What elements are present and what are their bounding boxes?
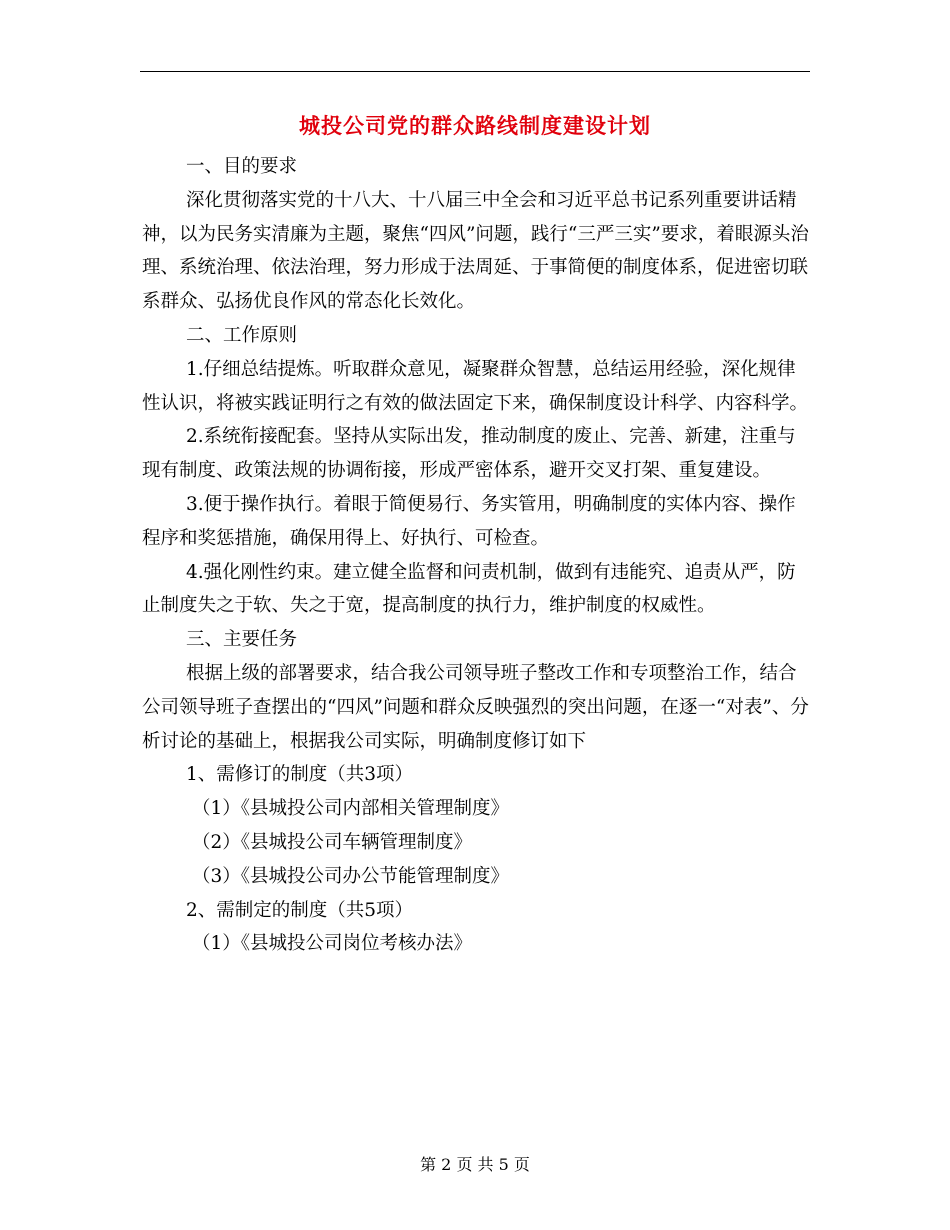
- subsection-revise-label: 1、需修订的制度（共3项）: [186, 764, 414, 786]
- list-item: （1）《县城投公司内部相关管理制度》: [192, 798, 510, 820]
- section-heading-goals: 一、目的要求: [186, 156, 298, 177]
- paragraph-goals: 深化贯彻落实党的十八大、十八届三中全会和习近平总书记系列重要讲话精神，以为民务实清廉为主题，聚焦“四风”问题，践行“三严三实”要求，着眼源头治理、系统治理、依法治理，努力形成于法周延、于事简便的制度体系，促进密切联系群众、弘扬优良作风的常态化长效化。: [142, 189, 809, 313]
- paragraph-tasks: 根据上级的部署要求，结合我公司领导班子整改工作和专项整治工作，结合公司领导班子查摆出的“四风”问题和群众反映强烈的突出问题，在逐一“对表”、分析讨论的基础上，根据我公司实际，明确制度修订如下: [142, 662, 809, 752]
- section-heading-principles: 二、工作原则: [186, 324, 298, 346]
- document-title: 城投公司党的群众路线制度建设计划: [299, 113, 651, 138]
- list-item: （2）《县城投公司车辆管理制度》: [192, 831, 473, 853]
- section-heading-tasks: 三、主要任务: [186, 629, 298, 651]
- paragraph-principle-1: 1.仔细总结提炼。听取群众意见，凝聚群众智慧，总结运用经验，深化规律性认识，将被实践证明行之有效的做法固定下来，确保制度设计科学、内容科学。: [142, 358, 809, 414]
- document-body: [142, 150, 810, 961]
- page-number: 第 2 页 共 5 页: [420, 1155, 530, 1174]
- list-item: （3）《县城投公司办公节能管理制度》: [192, 865, 510, 887]
- paragraph-principle-2: 2.系统衔接配套。坚持从实际出发，推动制度的废止、完善、新建，注重与现有制度、政策法规的协调衔接，形成严密体系，避开交叉打架、重复建设。: [142, 426, 796, 482]
- paragraph-principle-4: 4.强化刚性约束。建立健全监督和问责机制，做到有违能究、追责从严，防止制度失之于软、失之于宽，提高制度的执行力，维护制度的权威性。: [142, 561, 796, 617]
- paragraph-principle-3: 3.便于操作执行。着眼于简便易行、务实管用，明确制度的实体内容、操作程序和奖惩措施，确保用得上、好执行、可检查。: [142, 493, 796, 549]
- subsection-create-label: 2、需制定的制度（共5项）: [186, 899, 414, 921]
- header-rule: [140, 71, 810, 72]
- list-item: （1）《县城投公司岗位考核办法》: [192, 933, 473, 955]
